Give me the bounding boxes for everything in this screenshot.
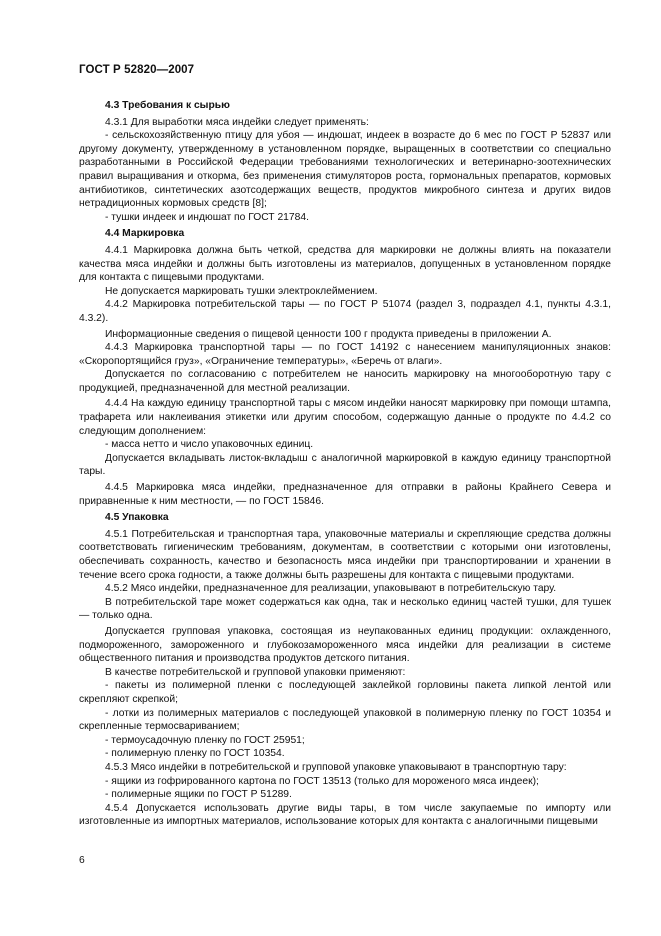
paragraph: 4.3.1 Для выработки мяса индейки следует применять: bbox=[105, 116, 369, 128]
list-item: - полимерную пленку по ГОСТ 10354. bbox=[105, 748, 285, 760]
page-number: 6 bbox=[79, 855, 85, 866]
paragraph: Информационные сведения о пищевой ценности 100 г продукта приведены в приложении А. bbox=[105, 328, 552, 340]
paragraph: 4.5.1 Потребительская и транспортная тара, упаковочные материалы и скрепляющие средства должны соответствовать гигиеническим требованиям, документам, в соответствии с которыми они изготовлены, обеспечивать сохранность, качество и безопасность мяса индейки при транспортировании и хранении в течение всего срока годности, а также должны быть разрешены для контакта с пищевыми продуктами. bbox=[79, 528, 611, 581]
paragraph: В качестве потребительской и групповой упаковки применяют: bbox=[105, 666, 406, 678]
paragraph: 4.4.2 Маркировка потребительской тары — по ГОСТ Р 51074 (раздел 3, подраздел 4.1, пункты 4.3.1, 4.3.2). bbox=[79, 299, 611, 324]
section-heading-4-3: 4.3 Требования к сырью bbox=[105, 100, 230, 111]
list-item: - термоусадочную пленку по ГОСТ 25951; bbox=[105, 734, 305, 746]
paragraph: 4.4.4 На каждую единицу транспортной тары с мясом индейки наносят маркировку при помощи штампа, трафарета или наклеивания этикетки или другим способом, содержащую данные о продукте по 4.4.2 со следующим дополнением: bbox=[79, 398, 611, 437]
paragraph: 4.5.2 Мясо индейки, предназначенное для реализации, упаковывают в потребительскую тару. bbox=[105, 583, 557, 595]
list-item: - масса нетто и число упаковочных единиц. bbox=[105, 439, 314, 451]
paragraph: Допускается по согласованию с потребителем не наносить маркировку на многооборотную тару с продукцией, предназначенной для местной реализации. bbox=[79, 369, 611, 394]
paragraph: 4.4.5 Маркировка мяса индейки, предназначенное для отправки в районы Крайнего Севера и приравненные к ним местности, — по ГОСТ 15846. bbox=[79, 482, 611, 507]
paragraph: 4.4.1 Маркировка должна быть четкой, средства для маркировки не должны влиять на показатели качества мяса индейки и должны быть изготовлены из материалов, допущенных в установленном порядке для контакта с пищевыми продуктами. bbox=[79, 244, 611, 284]
list-item: - полимерные ящики по ГОСТ Р 51289. bbox=[105, 789, 292, 801]
section-heading-4-5: 4.5 Упаковка bbox=[105, 512, 169, 524]
section-heading-4-4: 4.4 Маркировка bbox=[105, 228, 185, 240]
paragraph: 4.5.4 Допускается использовать другие виды тары, в том числе закупаемые по импорту или изготовленные из импортных материалов, использование которых для контакта с аналогичными пищевыми bbox=[79, 802, 611, 828]
list-item: - тушки индеек и индюшат по ГОСТ 21784. bbox=[105, 211, 309, 223]
list-item: - сельскохозяйственную птицу для убоя — индюшат, индеек в возрасте до 6 мес по ГОСТ Р 52837 или другому документу, утвержденному в установленном порядке, выращенных в соответствии со специально разработанными в Российской Федерации требованиями технологических и ветеринарно-зоотехнических правил выращивания и откорма, без применения стимуляторов роста, гормональных препаратов, кормовых антибиотиков, синтетических азотсодержащих веществ, продуктов микробного синтеза и других видов нетрадиционных кормовых средств [8]; bbox=[79, 130, 611, 210]
document-header: ГОСТ Р 52820—2007 bbox=[79, 64, 195, 76]
paragraph: Не допускается маркировать тушки электроклеймением. bbox=[105, 285, 378, 297]
list-item: - лотки из полимерных материалов с последующей упаковкой в полимерную пленку по ГОСТ 10354 и скрепленные термосвариванием; bbox=[79, 707, 611, 733]
paragraph: 4.4.3 Маркировка транспортной тары — по ГОСТ 14192 с нанесением манипуляционных знаков: «Скоропортящийся груз», «Ограничение температуры», «Беречь от влаги». bbox=[79, 342, 611, 367]
paragraph: В потребительской таре может содержаться как одна, так и несколько единиц частей тушки, для тушек — только одна. bbox=[79, 596, 611, 622]
list-item: - пакеты из полимерной пленки с последующей заклейкой горловины пакета липкой лентой или скрепляют скрепкой; bbox=[79, 680, 611, 705]
document-body bbox=[79, 96, 611, 829]
list-item: - ящики из гофрированного картона по ГОСТ 13513 (только для мороженого мяса индеек); bbox=[105, 775, 539, 787]
paragraph: Допускается вкладывать листок-вкладыш с аналогичной маркировкой в каждую единицу транспортной тары. bbox=[79, 452, 611, 478]
paragraph: 4.5.3 Мясо индейки в потребительской и групповой упаковке упаковывают в транспортную тару: bbox=[105, 761, 567, 773]
paragraph: Допускается групповая упаковка, состоящая из неупакованных единиц продукции: охлажденного, подмороженного, замороженного и глубокозамороженного мяса индейки для реализации в системе общественного питания и производства продуктов детского питания. bbox=[79, 625, 611, 665]
